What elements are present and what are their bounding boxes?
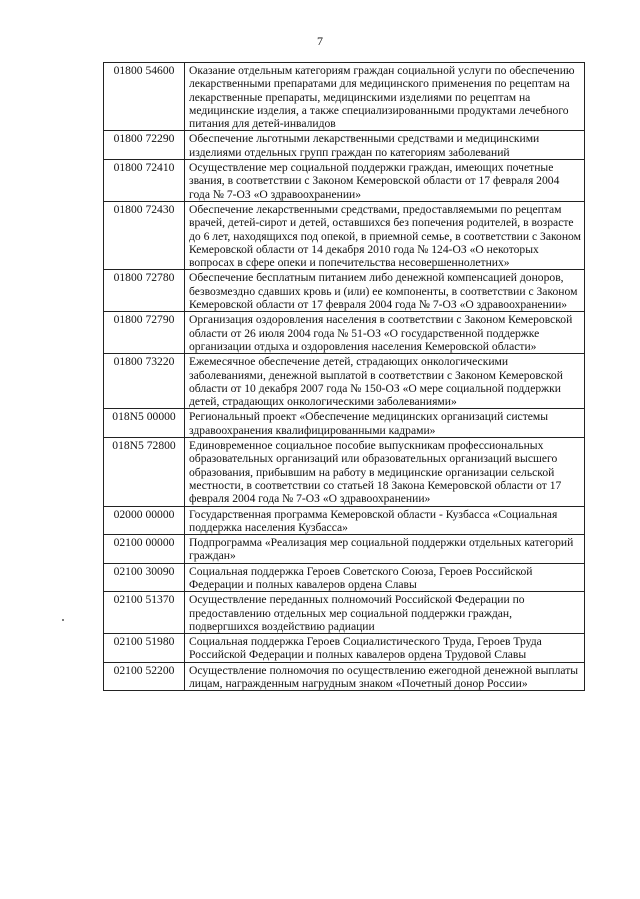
- table-row: [104, 131, 585, 160]
- row-description: Социальная поддержка Героев Социалистического Труда, Героев Труда Российской Федерации и полных кавалеров ордена Трудовой Славы: [185, 634, 585, 663]
- row-description: Осуществление полномочия по осуществлению ежегодной денежной выплаты лицам, награжденным нагрудным знаком «Почетный донор России»: [185, 662, 585, 691]
- row-code: 01800 73220: [104, 354, 185, 409]
- table-row: [104, 63, 585, 131]
- table-row: [104, 270, 585, 312]
- table-row: [104, 438, 585, 506]
- row-description: Осуществление мер социальной поддержки граждан, имеющих почетные звания, в соответствии с Законом Кемеровской области от 17 февраля 2004 года № 7-ОЗ «О здравоохранении»: [185, 160, 585, 202]
- row-code: 018N5 00000: [104, 409, 185, 438]
- row-description: Обеспечение бесплатным питанием либо денежной компенсацией доноров, безвозмездно сдавших кровь и (или) ее компоненты, в соответствии с Законом Кемеровской области от 17 февраля 2004 года № 7-ОЗ «О здравоохранении»: [185, 270, 585, 312]
- row-code: 02100 00000: [104, 535, 185, 564]
- row-code: 01800 72290: [104, 131, 185, 160]
- table-row: [104, 563, 585, 592]
- scan-speck: [62, 619, 64, 621]
- row-code: 02100 51980: [104, 634, 185, 663]
- table-row: [104, 354, 585, 409]
- table-row: [104, 201, 585, 269]
- page-number: 7: [317, 34, 323, 48]
- row-code: 02100 51370: [104, 592, 185, 634]
- table-row: [104, 634, 585, 663]
- row-description: Осуществление переданных полномочий Российской Федерации по предоставлению отдельных мер социальной поддержки граждан, подвергшихся воздействию радиации: [185, 592, 585, 634]
- row-description: Обеспечение льготными лекарственными средствами и медицинскими изделиями отдельных групп граждан по категориям заболеваний: [185, 131, 585, 160]
- row-code: 02000 00000: [104, 506, 185, 535]
- row-description: Региональный проект «Обеспечение медицинских организаций системы здравоохранения квалифицированными кадрами»: [185, 409, 585, 438]
- table-row: [104, 506, 585, 535]
- table-row: [104, 535, 585, 564]
- row-description: Оказание отдельным категориям граждан социальной услуги по обеспечению лекарственными препаратами для медицинского применения по рецептам на лекарственные препараты, медицинскими изделиями по рецептам на медицинские изделия, а также специализированными продуктами лечебного питания для детей-инвалидов: [185, 63, 585, 131]
- row-description: Государственная программа Кемеровской области - Кузбасса «Социальная поддержка населения Кузбасса»: [185, 506, 585, 535]
- row-code: 01800 72780: [104, 270, 185, 312]
- table-row: [104, 662, 585, 691]
- row-code: 018N5 72800: [104, 438, 185, 506]
- row-description: Обеспечение лекарственными средствами, предоставляемыми по рецептам врачей, детей-сирот и детей, оставшихся без попечения родителей, в возрасте до 6 лет, находящихся под опекой, в приемной семье, в соответствии с Законом Кемеровской области от 14 декабря 2010 года № 124-ОЗ «О некоторых вопросах в сфере опеки и попечительства несовершеннолетних»: [185, 201, 585, 269]
- row-code: 01800 54600: [104, 63, 185, 131]
- row-description: Социальная поддержка Героев Советского Союза, Героев Российской Федерации и полных кавалеров ордена Славы: [185, 563, 585, 592]
- table-row: [104, 409, 585, 438]
- table-row: [104, 160, 585, 202]
- table-row: [104, 312, 585, 354]
- row-code: 02100 30090: [104, 563, 185, 592]
- table-row: [104, 592, 585, 634]
- row-code: 01800 72430: [104, 201, 185, 269]
- row-code: 01800 72790: [104, 312, 185, 354]
- row-description: Организация оздоровления населения в соответствии с Законом Кемеровской области от 26 июля 2004 года № 51-ОЗ «О государственной поддержке организации отдыха и оздоровления населения Кемеровской области»: [185, 312, 585, 354]
- row-description: Ежемесячное обеспечение детей, страдающих онкологическими заболеваниями, денежной выплатой в соответствии с Законом Кемеровской области от 10 декабря 2007 года № 150-ОЗ «О мере социальной поддержки детей, страдающих онкологическими заболеваниями»: [185, 354, 585, 409]
- row-description: Единовременное социальное пособие выпускникам профессиональных образовательных организаций или образовательных организаций высшего образования, прибывшим на работу в медицинские организации сельской местности, в соответствии со статьей 18 Закона Кемеровской области от 17 февраля 2004 года № 7-ОЗ «О здравоохранении»: [185, 438, 585, 506]
- row-code: 01800 72410: [104, 160, 185, 202]
- row-code: 02100 52200: [104, 662, 185, 691]
- budget-classification-table: [103, 62, 585, 691]
- row-description: Подпрограмма «Реализация мер социальной поддержки отдельных категорий граждан»: [185, 535, 585, 564]
